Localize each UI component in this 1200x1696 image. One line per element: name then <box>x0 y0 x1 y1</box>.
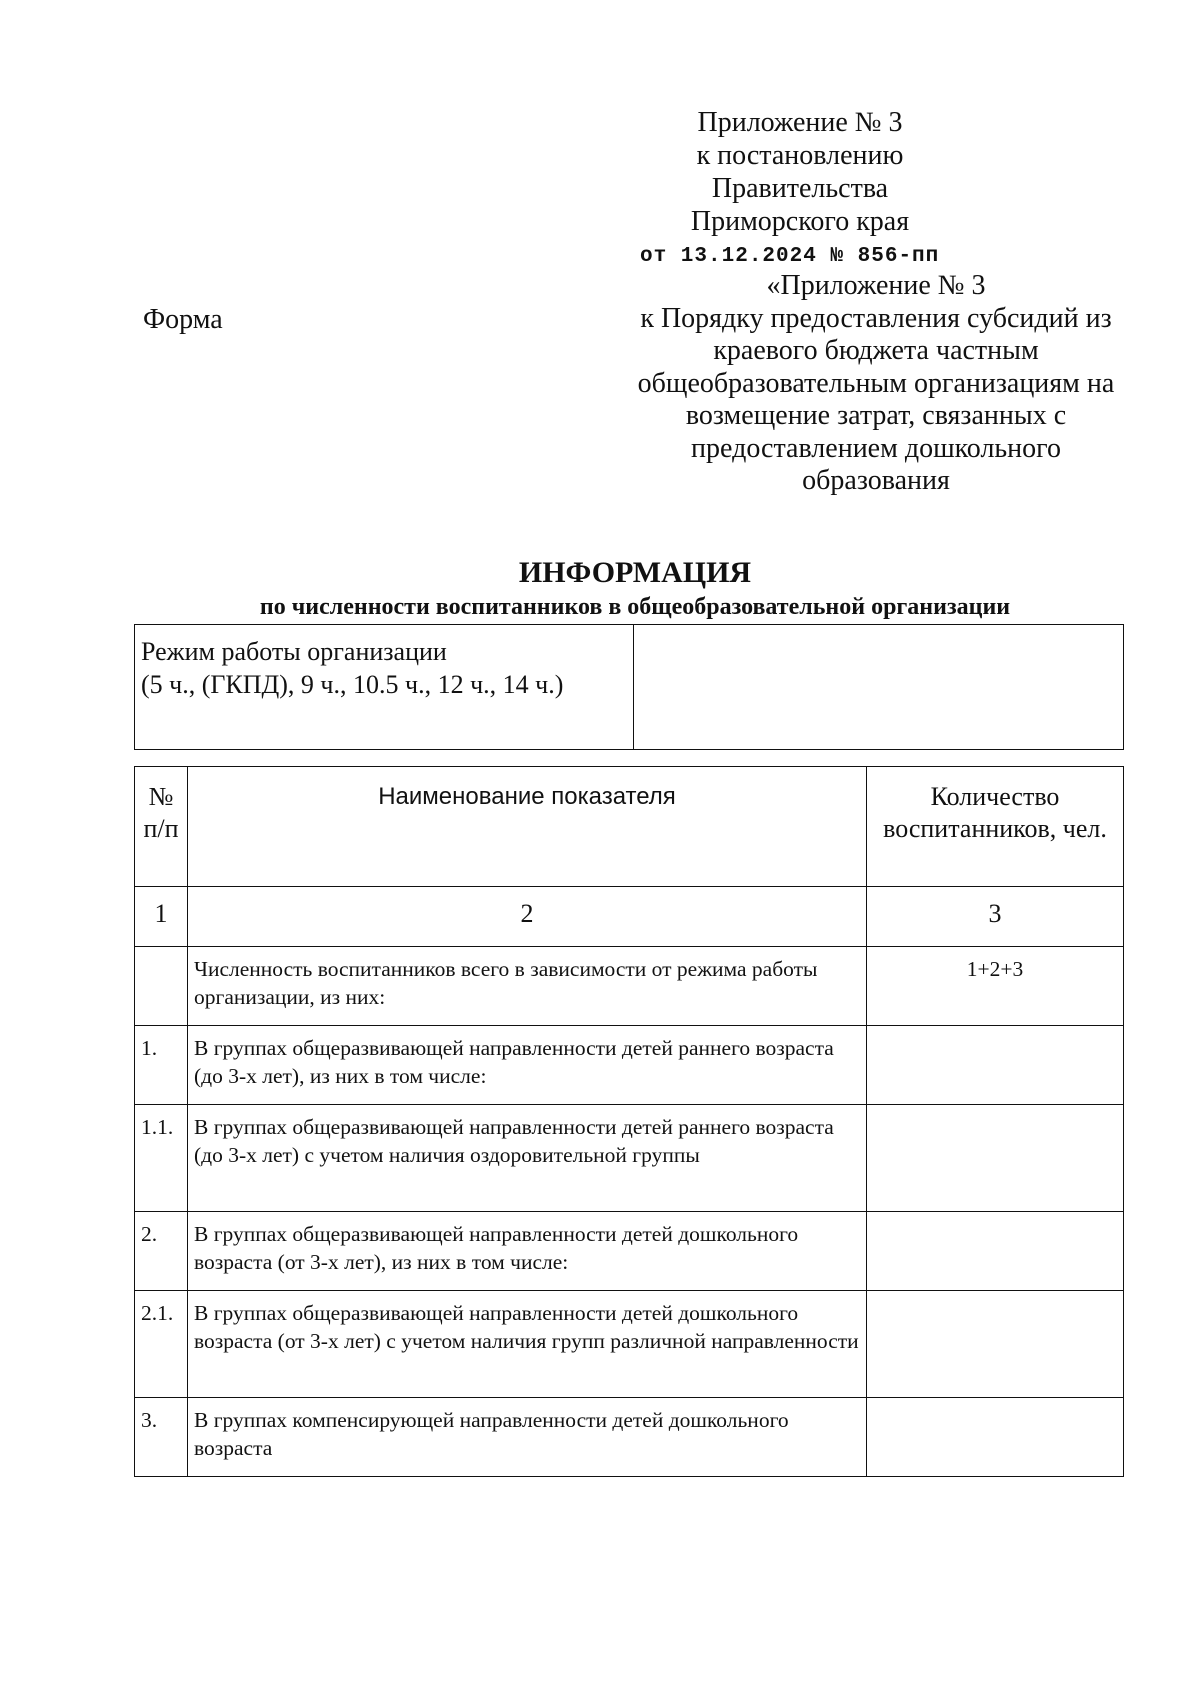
work-mode-options: (5 ч., (ГКПД), 9 ч., 10.5 ч., 12 ч., 14 ч.) <box>141 670 564 699</box>
column-numbers-row <box>135 887 1124 947</box>
pupils-count-table <box>134 766 1124 1477</box>
appendix-line: к Порядку предоставления субсидий из <box>640 302 1112 334</box>
row-indicator-name: В группах общеразвивающей направленности детей раннего возраста (до 3-х лет) с учетом наличия оздоровительной группы <box>188 1105 867 1212</box>
header-indicator-name: Наименование показателя <box>188 767 867 887</box>
decree-header-line: Приложение № 3 <box>697 107 903 138</box>
appendix-line: краевого бюджета частным <box>713 335 1039 366</box>
appendix-line: «Приложение № 3 <box>766 270 986 301</box>
table-row <box>135 1105 1124 1212</box>
row-indicator-name: В группах компенсирующей направленности детей дошкольного возраста <box>188 1398 867 1477</box>
row-number: 3. <box>135 1398 188 1477</box>
row-indicator-name: В группах общеразвивающей направленности детей дошкольного возраста (от 3-х лет) с учетом наличия групп различной направленности <box>188 1291 867 1398</box>
work-mode-label-line: Режим работы организации <box>141 637 447 666</box>
row-indicator-name: В группах общеразвивающей направленности детей дошкольного возраста (от 3-х лет), из них в том числе: <box>188 1212 867 1291</box>
row-value[interactable] <box>867 1212 1124 1291</box>
row-number: 1. <box>135 1026 188 1105</box>
row-indicator-name: Численность воспитанников всего в зависимости от режима работы организации, из них: <box>188 947 867 1026</box>
row-value[interactable]: 1+2+3 <box>867 947 1124 1026</box>
row-value[interactable] <box>867 1105 1124 1212</box>
work-mode-table <box>134 624 1124 750</box>
form-label: Форма <box>143 304 223 335</box>
header-number: № п/п <box>135 767 188 887</box>
row-value[interactable] <box>867 1026 1124 1105</box>
column-number: 1 <box>135 887 188 947</box>
row-number: 2.1. <box>135 1291 188 1398</box>
table-row <box>135 1398 1124 1477</box>
column-number: 3 <box>867 887 1124 947</box>
decree-header-line: к постановлению <box>696 140 904 171</box>
header-pupils-count: Количество воспитанников, чел. <box>867 767 1124 887</box>
decree-header <box>630 106 970 273</box>
table-header-row <box>135 767 1124 887</box>
table-row <box>135 1212 1124 1291</box>
decree-date: от 13.12.2024 № 856-пп <box>640 245 940 268</box>
appendix-line: предоставлением дошкольного <box>691 432 1061 464</box>
appendix-line: образования <box>802 465 950 496</box>
work-mode-value-cell[interactable] <box>634 625 1124 750</box>
row-number <box>135 947 188 1026</box>
row-number: 2. <box>135 1212 188 1291</box>
appendix-header <box>626 270 1126 498</box>
decree-header-line: Правительства Приморского края <box>690 173 910 237</box>
document-title: ИНФОРМАЦИЯ <box>518 556 752 589</box>
appendix-line: общеобразовательным организациям на <box>637 367 1115 399</box>
work-mode-label <box>135 625 634 750</box>
table-row <box>135 1026 1124 1105</box>
row-value[interactable] <box>867 1291 1124 1398</box>
appendix-line: возмещение затрат, связанных с <box>685 400 1067 431</box>
column-number: 2 <box>188 887 867 947</box>
row-value[interactable] <box>867 1398 1124 1477</box>
table-row <box>135 947 1124 1026</box>
row-number: 1.1. <box>135 1105 188 1212</box>
table-row <box>135 1291 1124 1398</box>
document-subtitle: по численности воспитанников в общеобразовательной организации <box>259 594 1011 620</box>
row-indicator-name: В группах общеразвивающей направленности детей раннего возраста (до 3-х лет), из них в том числе: <box>188 1026 867 1105</box>
